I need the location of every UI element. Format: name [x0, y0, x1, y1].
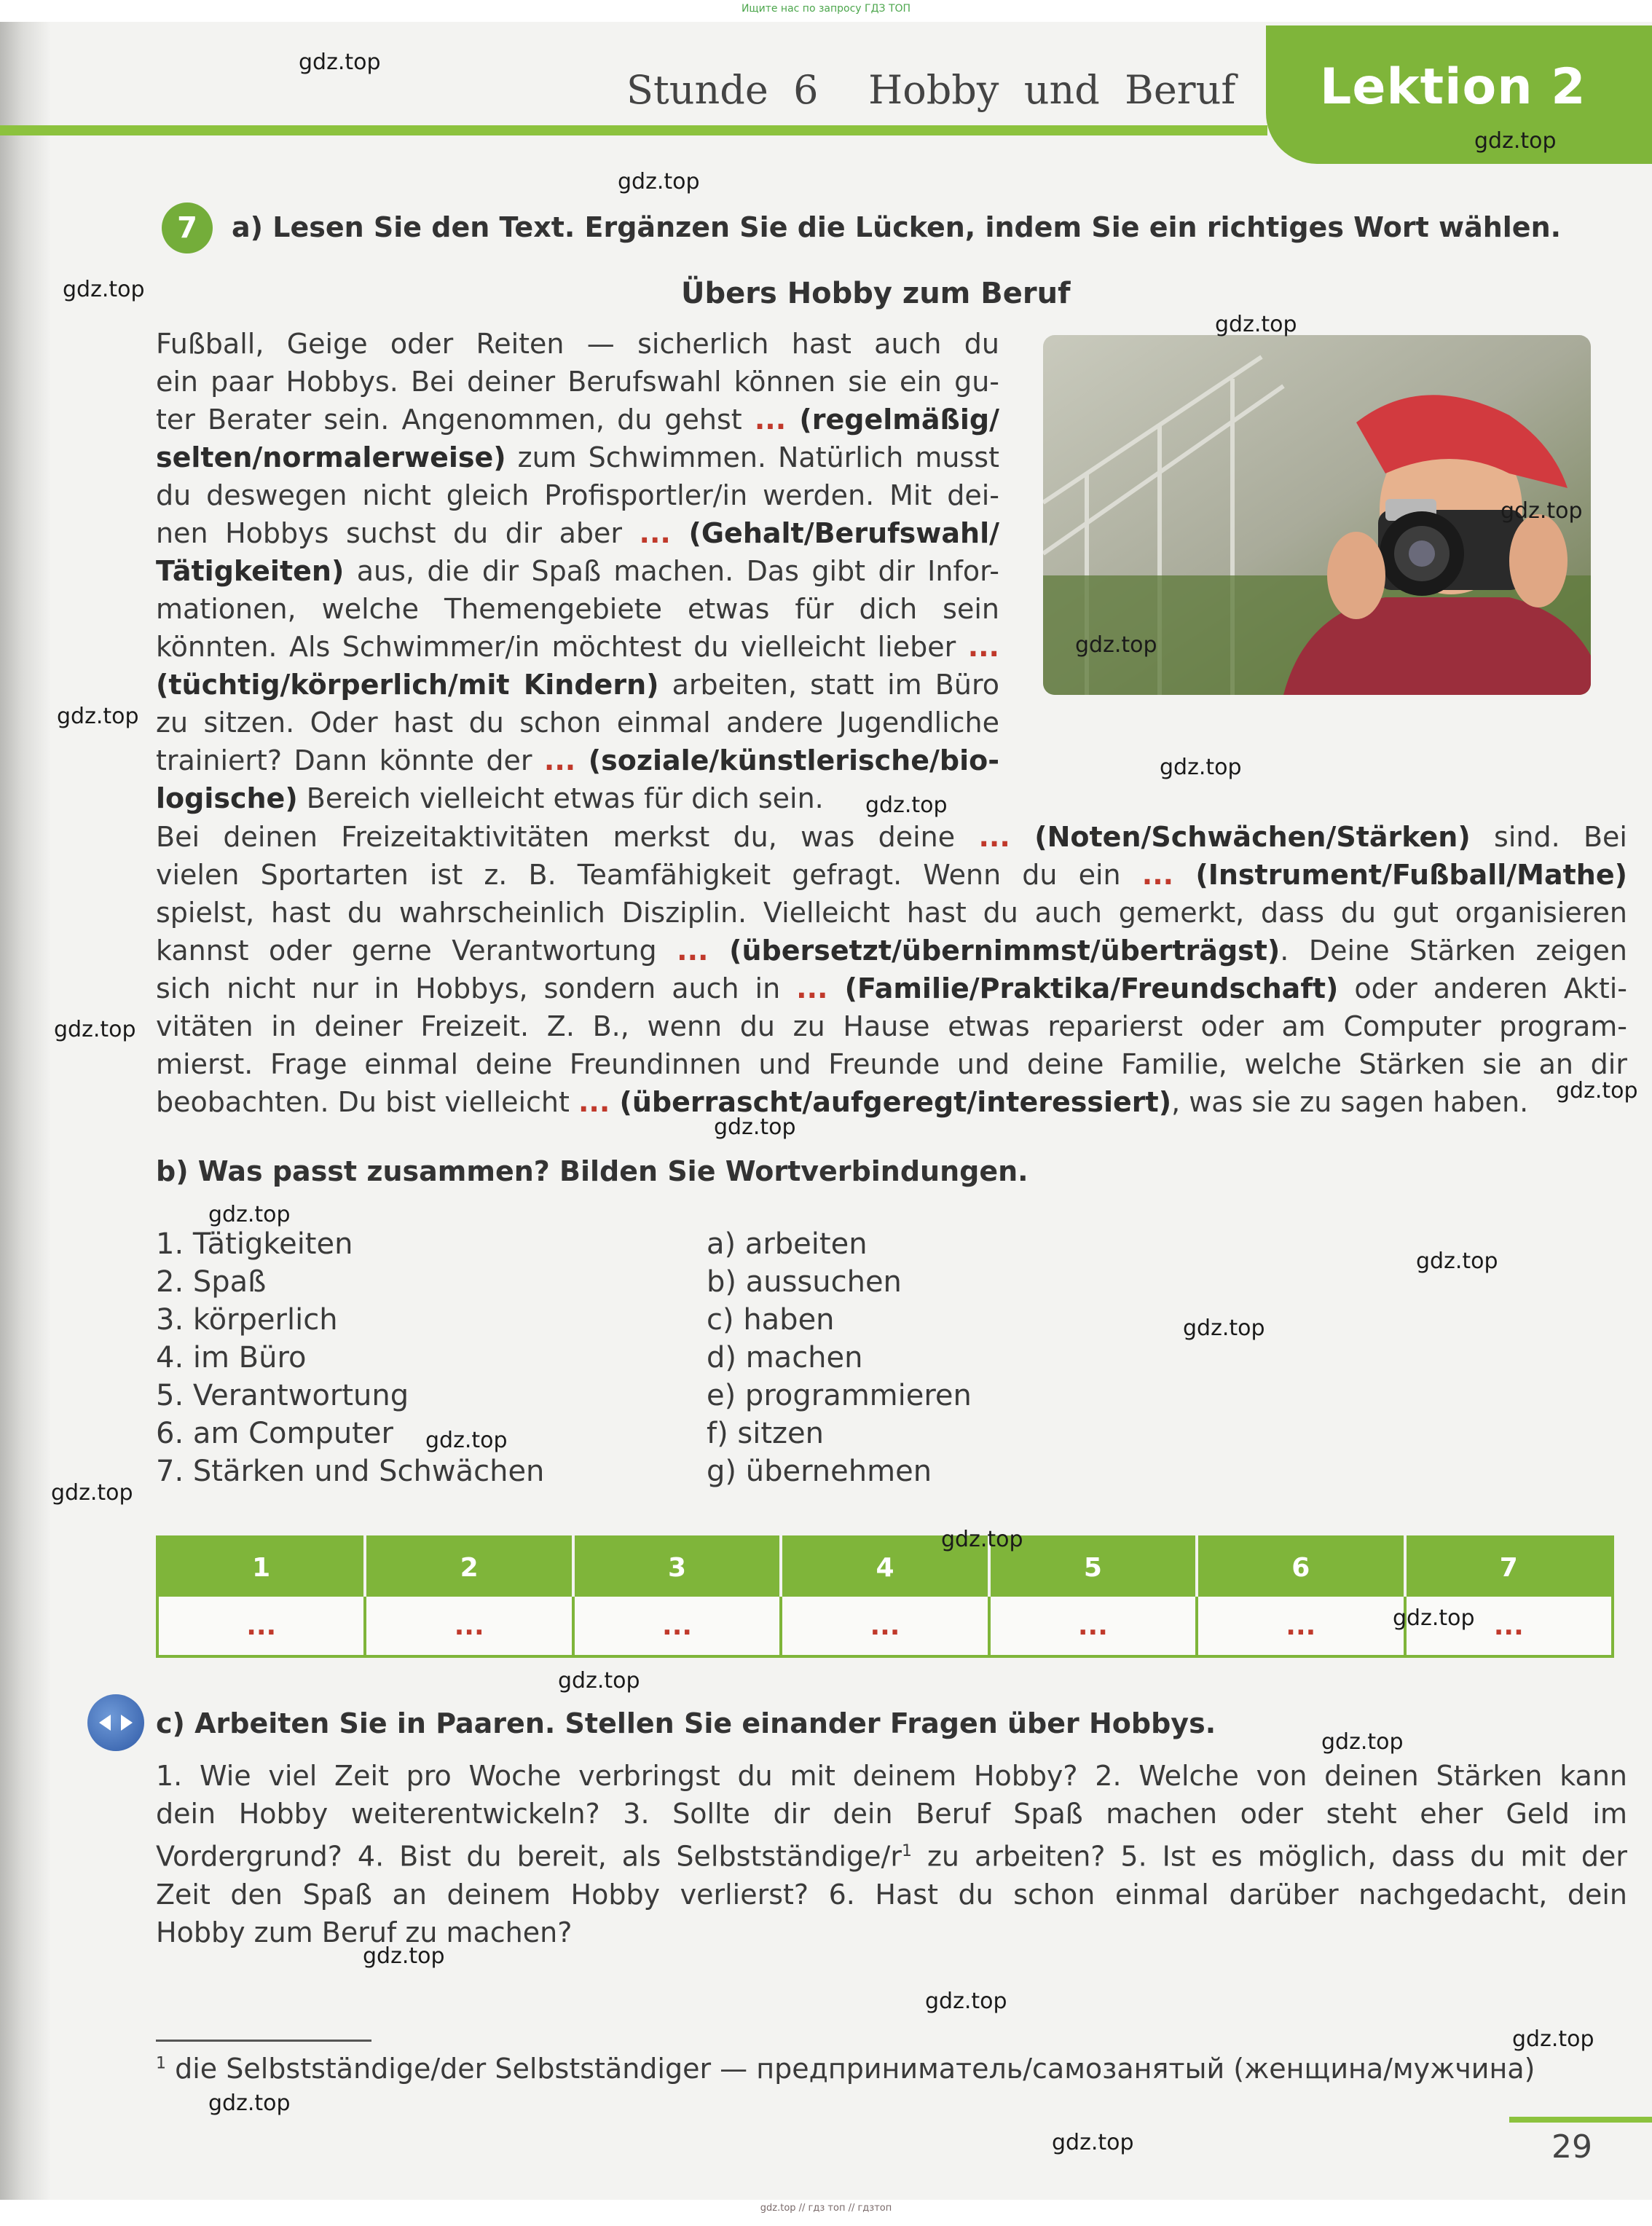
- text-segment: Zeit den Spaß an deinem Hobby verlierst? 6. Hast du schon einmal darüber nachgedacht, dein: [156, 1878, 1627, 1911]
- answer-cell[interactable]: ...: [1197, 1597, 1404, 1656]
- text-segment: dein Hobby weiterentwickeln? 3. Sollte dir dein Beruf Spaß machen oder steht eher Geld im: [156, 1798, 1627, 1830]
- match-item: f) sitzen: [707, 1417, 824, 1450]
- text-line: [156, 1045, 1627, 1083]
- text-segment: Hobby zum Beruf zu machen?: [156, 1916, 573, 1948]
- pair-work-icon: [87, 1694, 144, 1751]
- gap-placeholder: ...: [978, 821, 1010, 853]
- task-c-questions: [156, 1757, 1627, 1951]
- top-search-note: Ищите нас по запросу ГДЗ ТОП: [741, 3, 911, 15]
- text-line: [156, 401, 999, 438]
- watermark: gdz.top: [1512, 2026, 1594, 2052]
- watermark: gdz.top: [1052, 2130, 1134, 2155]
- match-item: g) übernehmen: [707, 1455, 932, 1488]
- text-segment: oder anderen Akti-: [1338, 972, 1627, 1004]
- table-header-cell: 5: [989, 1537, 1197, 1597]
- match-item: a) arbeiten: [707, 1227, 868, 1261]
- reading-text-title: Übers Hobby zum Beruf: [681, 277, 1071, 310]
- text-line: [156, 628, 999, 666]
- watermark: gdz.top: [925, 1989, 1007, 2014]
- footnote-marker: 1: [901, 1842, 912, 1860]
- text-segment: 1. Wie viel Zeit pro Woche verbringst du mit deinem Hobby? 2. Welche von deinen Stärken kann: [156, 1760, 1627, 1792]
- text-segment: Bei deinen Freizeitaktivitäten merkst du, was deine: [156, 821, 979, 853]
- book-spine-shadow: [0, 22, 51, 2200]
- text-segment: kannst oder gerne Verantwortung: [156, 935, 677, 967]
- task-c-heading: c) Arbeiten Sie in Paaren. Stellen Sie einander Fragen über Hobbys.: [156, 1707, 1216, 1739]
- text-segment: sind. Bei: [1470, 821, 1627, 853]
- watermark: gdz.top: [1416, 1248, 1498, 1274]
- text-line: [156, 438, 999, 476]
- gap-placeholder: ...: [677, 935, 709, 967]
- text-line: [156, 818, 1627, 856]
- task-number-badge: 7: [162, 202, 213, 253]
- text-line: [156, 325, 999, 363]
- answer-options: (Gehalt/Berufswahl/: [670, 517, 999, 549]
- watermark: gdz.top: [54, 1017, 136, 1042]
- match-item: 6. am Computer: [156, 1417, 393, 1450]
- text-line: [156, 1007, 1627, 1045]
- match-item: d) machen: [707, 1341, 863, 1374]
- text-line: [156, 666, 999, 704]
- text-segment: zu sitzen. Oder hast du schon einmal andere Jugendliche: [156, 707, 999, 739]
- match-item: c) haben: [707, 1303, 835, 1337]
- answer-options: selten/normalerweise): [156, 441, 506, 473]
- watermark: gdz.top: [1500, 498, 1583, 524]
- text-line: [156, 1083, 1627, 1121]
- text-segment: , was sie zu sagen haben.: [1171, 1086, 1529, 1118]
- text-line: [156, 514, 999, 552]
- match-item: 1. Tätigkeiten: [156, 1227, 353, 1261]
- text-segment: vielen Sportarten ist z. B. Teamfähigkeit gefragt. Wenn du ein: [156, 859, 1142, 891]
- text-segment: beobachten. Du bist vielleicht: [156, 1086, 578, 1118]
- match-item: 7. Stärken und Schwächen: [156, 1455, 545, 1488]
- table-header-cell: 7: [1405, 1537, 1613, 1597]
- watermark: gdz.top: [558, 1668, 640, 1694]
- answer-cell[interactable]: ...: [1405, 1597, 1613, 1656]
- text-line: [156, 932, 1627, 970]
- text-segment: trainiert? Dann könnte der: [156, 744, 544, 776]
- reading-paragraph-1: [156, 325, 999, 817]
- text-segment: arbeiten, statt im Büro: [658, 669, 999, 701]
- text-line: [156, 1795, 1627, 1833]
- gap-placeholder: ...: [578, 1086, 610, 1118]
- watermark: gdz.top: [363, 1943, 445, 1969]
- watermark: gdz.top: [618, 169, 700, 194]
- text-segment: vitäten in deiner Freizeit. Z. B., wenn du zu Hause etwas reparierst oder am Computer program-: [156, 1010, 1627, 1042]
- reading-paragraph-2: [156, 818, 1627, 1121]
- footnote: $^1$ die Selbstständige/der Selbstständiger — предприниматель/самозанятый (женщина/мужчина): [156, 2053, 1535, 2085]
- text-line: [156, 552, 999, 590]
- footnote-rule: [156, 2040, 371, 2042]
- text-segment: Bereich vielleicht etwas für dich sein.: [297, 782, 824, 814]
- text-segment: könnten. Als Schwimmer/in möchtest du vielleicht lieber: [156, 631, 968, 663]
- answer-cell[interactable]: ...: [573, 1597, 781, 1656]
- text-line: [156, 704, 999, 742]
- watermark: gdz.top: [299, 50, 381, 75]
- text-line: [156, 742, 999, 779]
- text-segment: . Deine Stärken zeigen: [1280, 935, 1627, 967]
- answer-options: (soziale/künstlerische/bio-: [575, 744, 999, 776]
- gap-placeholder: ...: [796, 972, 828, 1004]
- answer-cell[interactable]: ...: [157, 1597, 365, 1656]
- watermark: gdz.top: [1393, 1605, 1475, 1631]
- text-segment: ter Berater sein. Angenommen, du gehst: [156, 404, 755, 436]
- gap-placeholder: ...: [1141, 859, 1174, 891]
- text-line: [156, 1833, 1627, 1876]
- gap-placeholder: ...: [967, 631, 999, 663]
- text-segment: Vordergrund? 4. Bist du bereit, als Selbstständige/r: [156, 1840, 902, 1873]
- table-header-cell: 4: [781, 1537, 988, 1597]
- text-segment: zum Schwimmen. Natürlich musst: [506, 441, 999, 473]
- header-green-rule: [0, 125, 1267, 135]
- watermark: gdz.top: [1321, 1729, 1404, 1755]
- match-item: e) programmieren: [707, 1379, 972, 1412]
- watermark: gdz.top: [1183, 1315, 1265, 1341]
- answer-cell[interactable]: ...: [365, 1597, 573, 1656]
- task-b-heading: b) Was passt zusammen? Bilden Sie Wortverbindungen.: [156, 1155, 1028, 1187]
- answer-options: (Familie/Praktika/Freundschaft): [827, 972, 1339, 1004]
- task-a-heading: a) Lesen Sie den Text. Ergänzen Sie die Lücken, indem Sie ein richtiges Wort wählen.: [232, 211, 1562, 243]
- answer-options: (Instrument/Fußball/Mathe): [1173, 859, 1627, 891]
- watermark: gdz.top: [1556, 1078, 1638, 1104]
- text-line: [156, 1876, 1627, 1914]
- text-line: [156, 476, 999, 514]
- text-line: [156, 894, 1627, 932]
- gap-placeholder: ...: [639, 517, 671, 549]
- watermark: gdz.top: [1075, 632, 1157, 658]
- page-number-rule: [1509, 2117, 1652, 2123]
- answer-options: (übersetzt/übernimmst/überträgst): [708, 935, 1281, 967]
- watermark: gdz.top: [941, 1527, 1023, 1552]
- bottom-watermark-note: gdz.top // гдз топ // гдзтоп: [760, 2203, 892, 2214]
- watermark: gdz.top: [425, 1428, 508, 1453]
- text-segment: mierst. Frage einmal deine Freundinnen und Freunde und deine Familie, welche Stärken sie an dir: [156, 1048, 1627, 1080]
- answer-cell[interactable]: ...: [989, 1597, 1197, 1656]
- lesson-title: Stunde 6 Hobby und Beruf: [626, 67, 1236, 113]
- page-number: 29: [1551, 2128, 1592, 2166]
- table-header-cell: 1: [157, 1537, 365, 1597]
- answer-options: logische): [156, 782, 298, 814]
- answer-table: [156, 1535, 1614, 1658]
- watermark: gdz.top: [51, 1480, 133, 1506]
- table-header-cell: 2: [365, 1537, 573, 1597]
- watermark: gdz.top: [208, 1202, 291, 1227]
- answer-options: (tüchtig/körperlich/mit Kindern): [156, 669, 659, 701]
- answer-cell[interactable]: ...: [781, 1597, 988, 1656]
- text-line: [156, 363, 999, 401]
- match-right-column: [707, 1225, 972, 1490]
- watermark: gdz.top: [1474, 128, 1557, 154]
- watermark: gdz.top: [865, 793, 948, 818]
- text-segment: spielst, hast du wahrscheinlich Disziplin. Vielleicht hast du auch gemerkt, dass du gut organisieren: [156, 897, 1627, 929]
- text-segment: Fußball, Geige oder Reiten — sicherlich hast auch du: [156, 328, 999, 360]
- gap-placeholder: ...: [754, 404, 787, 436]
- match-item: 2. Spaß: [156, 1265, 267, 1299]
- answer-options: (überrascht/aufgeregt/interessiert): [610, 1086, 1172, 1118]
- text-segment: ein paar Hobbys. Bei deiner Berufswahl können sie ein gu-: [156, 366, 999, 398]
- text-line: [156, 590, 999, 628]
- match-item: b) aussuchen: [707, 1265, 902, 1299]
- watermark: gdz.top: [208, 2091, 291, 2116]
- watermark: gdz.top: [1160, 755, 1242, 780]
- watermark: gdz.top: [714, 1114, 796, 1140]
- text-segment: zu arbeiten? 5. Ist es möglich, dass du mit der: [911, 1840, 1627, 1873]
- table-header-cell: 3: [573, 1537, 781, 1597]
- answer-options: Tätigkeiten): [156, 555, 345, 587]
- match-item: 3. körperlich: [156, 1303, 338, 1337]
- text-segment: aus, die dir Spaß machen. Das gibt dir Infor-: [344, 555, 999, 587]
- text-segment: mationen, welche Themengebiete etwas für dich sein: [156, 593, 999, 625]
- answer-options: (Noten/Schwächen/Stärken): [1010, 821, 1471, 853]
- answer-options: (regelmäßig/: [786, 404, 999, 436]
- text-segment: du deswegen nicht gleich Profisportler/in werden. Mit dei-: [156, 479, 999, 511]
- text-segment: nen Hobbys suchst du dir aber: [156, 517, 640, 549]
- watermark: gdz.top: [1215, 312, 1297, 337]
- match-item: 5. Verantwortung: [156, 1379, 409, 1412]
- watermark: gdz.top: [63, 277, 145, 302]
- text-line: [156, 970, 1627, 1007]
- match-item: 4. im Büro: [156, 1341, 307, 1374]
- text-line: [156, 856, 1627, 894]
- watermark: gdz.top: [57, 704, 139, 729]
- gap-placeholder: ...: [543, 744, 576, 776]
- table-header-cell: 6: [1197, 1537, 1404, 1597]
- text-line: [156, 1757, 1627, 1795]
- lektion-label: Lektion 2: [1320, 58, 1586, 116]
- text-segment: sich nicht nur in Hobbys, sondern auch in: [156, 972, 797, 1004]
